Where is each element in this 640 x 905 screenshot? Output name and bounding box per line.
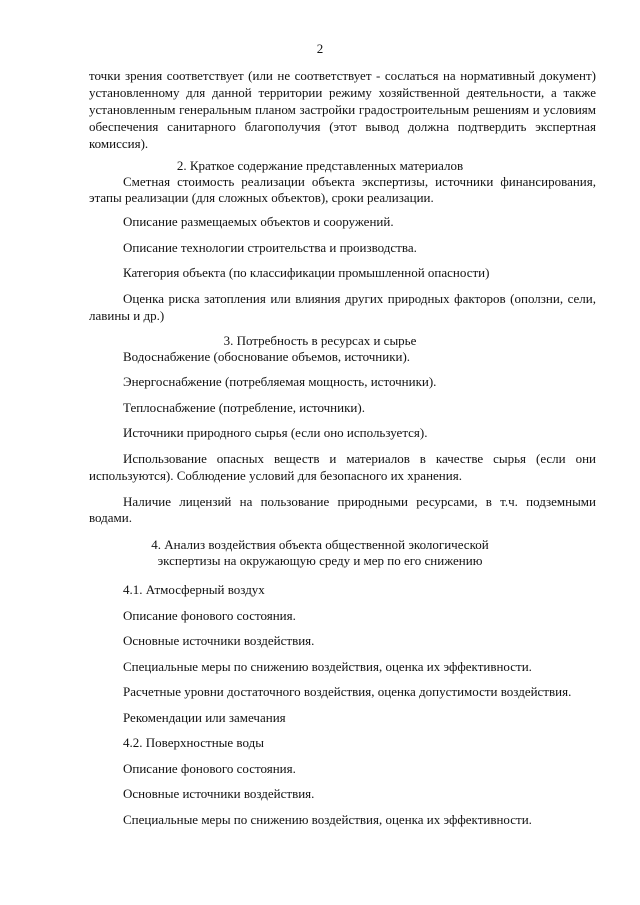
section-2-estimate-line-1: Сметная стоимость реализации объекта экспертизы, источники финансирования, <box>123 174 596 189</box>
section-3-heading: 3. Потребность в ресурсах и сырье <box>223 333 417 348</box>
section-4-surface-background: Описание фонового состояния. <box>123 761 296 776</box>
section-4-atmo-measures: Специальные меры по снижению воздействия, оценка их эффективности. <box>123 659 532 674</box>
section-4-atmo-background: Описание фонового состояния. <box>123 608 296 623</box>
section-4-atmo-levels: Расчетные уровни достаточного воздействия, оценка допустимости воздействия. <box>123 684 572 699</box>
section-2-heading: 2. Краткое содержание представленных материалов <box>176 158 464 173</box>
intro-line-3: установленным генеральным планом застройки градостроительным решениям и условиям <box>89 102 596 117</box>
intro-line-2: установленному для данной территории режиму хозяйственной деятельности, а также <box>89 85 596 100</box>
section-3-raw: Источники природного сырья (если оно используется). <box>123 425 428 440</box>
section-3-energy: Энергоснабжение (потребляемая мощность, источники). <box>123 374 437 389</box>
section-4-heading-line-1: 4. Анализ воздействия объекта общественной экологической <box>151 537 489 552</box>
section-4-heading-line-2: экспертизы на окружающую среду и мер по его снижению <box>157 553 483 568</box>
intro-line-5: комиссия). <box>89 136 149 151</box>
section-2-category: Категория объекта (по классификации промышленной опасности) <box>123 265 490 280</box>
section-2-flood-line-2: лавины и др.) <box>89 308 165 323</box>
section-4-atmo-sources: Основные источники воздействия. <box>123 633 315 648</box>
section-3-hazard-line-1: Использование опасных веществ и материалов в качестве сырья (если они <box>123 451 596 466</box>
page-number: 2 <box>316 41 324 56</box>
section-4-surface-heading: 4.2. Поверхностные воды <box>123 735 264 750</box>
section-2-objects: Описание размещаемых объектов и сооружений. <box>123 214 394 229</box>
section-3-water: Водоснабжение (обоснование объемов, источники). <box>123 349 411 364</box>
section-4-surface-sources: Основные источники воздействия. <box>123 786 315 801</box>
section-2-flood-line-1: Оценка риска затопления или влияния других природных факторов (оползни, сели, <box>123 291 596 306</box>
section-3-license-line-1: Наличие лицензий на пользование природными ресурсами, в т.ч. подземными <box>123 494 596 509</box>
section-3-heat: Теплоснабжение (потребление, источники). <box>123 400 365 415</box>
section-3-license-line-2: водами. <box>89 510 132 525</box>
section-3-hazard-line-2: используются). Соблюдение условий для безопасного их хранения. <box>89 468 462 483</box>
section-4-atmo-heading: 4.1. Атмосферный воздух <box>123 582 265 597</box>
section-2-technology: Описание технологии строительства и производства. <box>123 240 417 255</box>
section-4-surface-measures: Специальные меры по снижению воздействия, оценка их эффективности. <box>123 812 532 827</box>
intro-line-4: обеспечения санитарного благополучия (этот вывод должна подтвердить экспертная <box>89 119 596 134</box>
intro-line-1: точки зрения соответствует (или не соответствует - сослаться на нормативный документ) <box>89 68 596 83</box>
section-4-atmo-recommendations: Рекомендации или замечания <box>123 710 286 725</box>
section-2-estimate-line-2: этапы реализации (для сложных объектов), сроки реализации. <box>89 190 434 205</box>
